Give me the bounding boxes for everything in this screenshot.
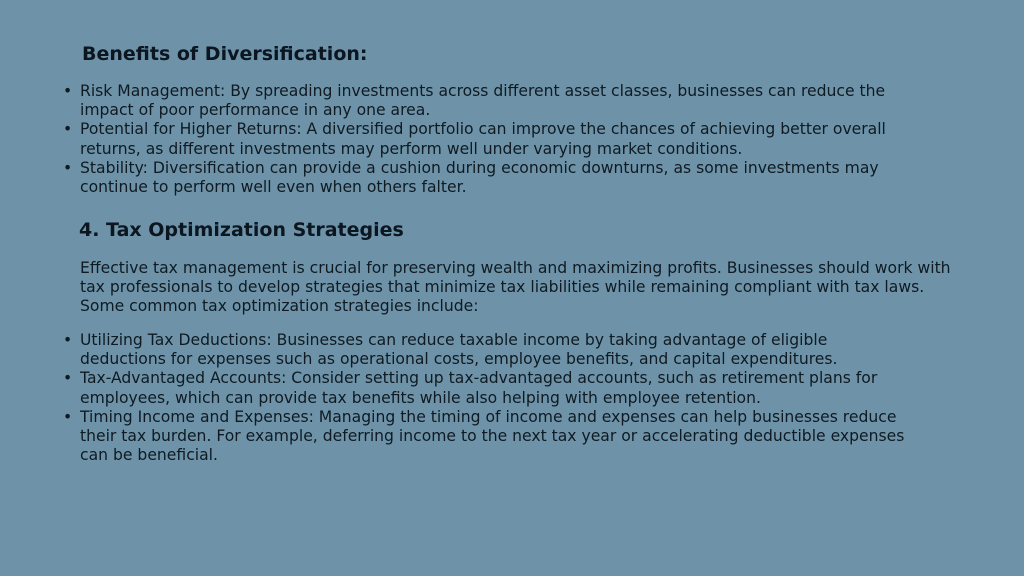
bullet-stability: • Stability: Diversification can provide a cushion during economic downturns, as some investments may continue to perform well even when others falter. xyxy=(80,159,940,197)
bullet-tax-deductions: • Utilizing Tax Deductions: Businesses can reduce taxable income by taking advantage of eligible deductions for expenses such as operational costs, employee benefits, and capital expenditures. xyxy=(80,331,910,369)
bullet-timing-income-expenses: • Timing Income and Expenses: Managing the timing of income and expenses can help businesses reduce their tax burden. For example, deferring income to the next tax year or accelerating deductible expenses can be beneficial. xyxy=(80,408,910,466)
bullet-risk-management: • Risk Management: By spreading investments across different asset classes, businesses can reduce the impact of poor performance in any one area. xyxy=(80,82,940,120)
section-heading-diversification: Benefits of Diversification: xyxy=(82,43,368,65)
tax-strategies-bullet-list xyxy=(80,331,910,465)
bullet-higher-returns: • Potential for Higher Returns: A diversified portfolio can improve the chances of achieving better overall returns, as different investments may perform well under varying market conditions. xyxy=(80,120,940,158)
diversification-bullet-list xyxy=(80,82,940,197)
tax-intro-paragraph: Effective tax management is crucial for preserving wealth and maximizing profits. Businesses should work with tax professionals to develop strategies that minimize tax liabilities while remaining compliant with tax laws. Some common tax optimization strategies include: xyxy=(80,259,951,316)
bullet-tax-advantaged-accounts: • Tax-Advantaged Accounts: Consider setting up tax-advantaged accounts, such as retirement plans for employees, which can provide tax benefits while also helping with employee retention. xyxy=(80,369,910,407)
section-heading-tax-optimization: 4. Tax Optimization Strategies xyxy=(79,219,404,241)
